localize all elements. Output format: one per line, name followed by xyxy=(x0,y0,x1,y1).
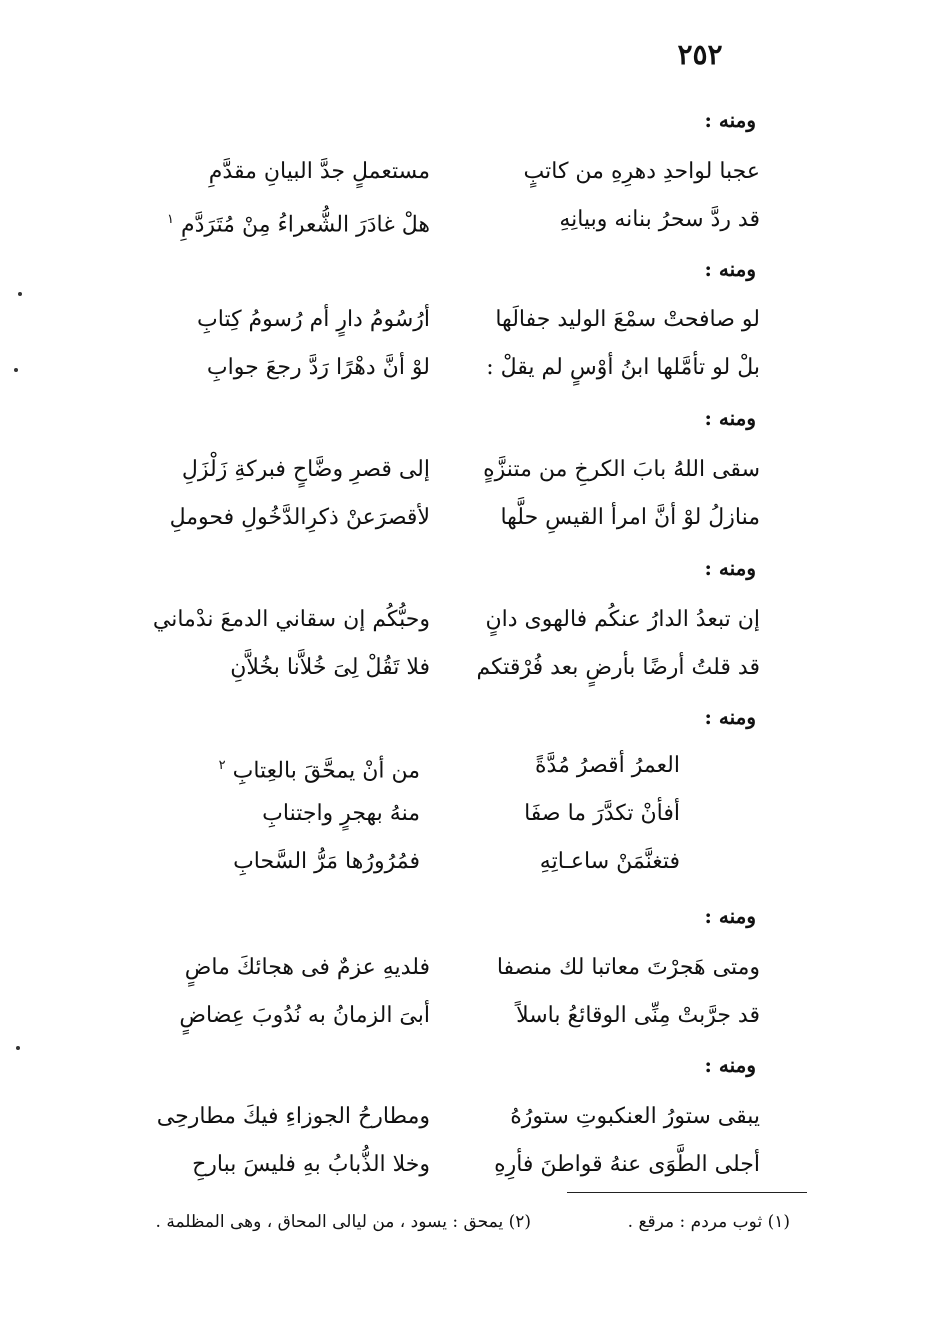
second-hemistich: إلى قصرِ وضَّاحٍ فبركةِ زَلْزَلِ xyxy=(181,457,430,482)
section-heading: ومنه : xyxy=(704,406,756,430)
verse-line xyxy=(210,842,680,890)
second-hemistich xyxy=(130,200,430,245)
verse-line xyxy=(130,498,760,546)
first-hemistich: العمرُ أقصرُ مُدَّةً xyxy=(535,753,680,778)
couplet-group xyxy=(130,1097,760,1193)
first-hemistich: فتغنَّمَنْ ساعـاتِهِ xyxy=(539,849,680,874)
footnote-2: (٢) يمحق : يسود ، من ليالى المحاق ، وهى المظلمة . xyxy=(155,1212,531,1232)
second-hemistich: منهُ بهجرٍ واجتنابِ xyxy=(262,801,420,826)
section-heading: ومنه : xyxy=(704,257,756,281)
second-hemistich: وخلا الذُّبابُ بهِ فليسَ ببارحِ xyxy=(192,1152,430,1177)
verse-line xyxy=(210,746,680,794)
footnote-marker: ١ xyxy=(166,212,174,227)
second-hemistich: أرُسُومُ دارٍ أم رُسومُ كِتابِ xyxy=(197,307,430,332)
hemistich-text: هلْ غادَرَ الشُّعراءُ مِنْ مُتَرَدَّمِ xyxy=(180,212,430,238)
second-hemistich: مستعملٍ جدَّ البيانِ مقدَّمِ xyxy=(208,159,430,184)
section-heading: ومنه : xyxy=(704,1053,756,1077)
second-hemistich: فمُرُورُها مَرُّ السَّحابِ xyxy=(233,849,420,874)
verse-line xyxy=(130,1097,760,1145)
first-hemistich: بلْ لو تأمَّلها ابنُ أوْسٍ لم يقلْ : xyxy=(486,355,760,380)
second-hemistich: لوْ أنَّ دهْرًا رَدَّ رجعَ جوابِ xyxy=(206,355,430,380)
verse-line xyxy=(130,348,760,396)
verse-line xyxy=(130,1145,760,1193)
couplet-group xyxy=(130,450,760,546)
second-hemistich: فلا تَقُلْ لِىَ خُلاَّنا بخُلاَّنِ xyxy=(230,655,430,680)
verse-line xyxy=(130,600,760,648)
first-hemistich: عجبا لواحدِ دهرِهِ من كاتبٍ xyxy=(523,159,760,184)
first-hemistich: منازلُ لوْ أنَّ امرأ القيسِ حلَّها xyxy=(500,505,760,530)
verse-line xyxy=(210,794,680,842)
second-hemistich: فلديهِ عزمٌ فى هجائكَ ماضٍ xyxy=(184,955,430,980)
couplet-group xyxy=(130,152,760,248)
second-hemistich: وحبُّكُم إن سقاني الدمعَ ندْماني xyxy=(152,607,430,632)
second-hemistich: لأقصرَعنْ ذكرِالدَّخُولِ فحوملِ xyxy=(169,505,430,530)
first-hemistich: إن تبعدُ الدارُ عنكُم فالهوى دانٍ xyxy=(485,607,760,632)
first-hemistich: أفأنْ تكدَّرَ ما صفَا xyxy=(524,801,680,826)
page-number: ٢٥٢ xyxy=(677,38,723,71)
verse-line xyxy=(130,300,760,348)
first-hemistich: قد ردَّ سحرُ بنانه وبيانِهِ xyxy=(559,207,760,232)
first-hemistich: ومتى هَجرْتَ معاتبا لك منصفا xyxy=(496,955,760,980)
section-heading: ومنه : xyxy=(704,904,756,928)
first-hemistich: سقى اللهُ بابَ الكرخِ من متنزَّهٍ xyxy=(483,457,760,482)
print-speck xyxy=(18,292,22,296)
verse-line xyxy=(130,450,760,498)
footnote-1: (١) ثوب مردم : مرقع . xyxy=(627,1212,790,1232)
second-hemistich: أبىَ الزمانُ به نُدُوبَ عِضاضٍ xyxy=(179,1003,430,1028)
second-hemistich: ومطارحُ الجوزاءِ فيكَ مطارحِى xyxy=(156,1104,430,1129)
first-hemistich: قد قلتُ أرضًا بأرضٍ بعد فُرْقتكم xyxy=(476,655,760,680)
footnote-divider xyxy=(567,1192,807,1193)
hemistich-text: من أنْ يمحَّقَ بالعِتابِ xyxy=(232,758,420,784)
print-speck xyxy=(16,1046,20,1050)
footnote-marker: ٢ xyxy=(218,758,226,773)
section-heading: ومنه : xyxy=(704,705,756,729)
verse-line xyxy=(130,648,760,696)
first-hemistich: لو صافحتْ سمْعَ الوليد جفالَها xyxy=(495,307,760,332)
verse-line xyxy=(130,152,760,200)
verse-line xyxy=(130,200,760,248)
first-hemistich: أجلى الطَّوَى عنهُ قواطنَ فأرِهِ xyxy=(494,1152,760,1177)
couplet-group xyxy=(130,300,760,396)
verse-line xyxy=(130,948,760,996)
first-hemistich: يبقى ستورُ العنكبوتِ ستورُهُ xyxy=(510,1104,760,1129)
section-heading: ومنه : xyxy=(704,108,756,132)
section-heading: ومنه : xyxy=(704,556,756,580)
couplet-group xyxy=(130,948,760,1044)
second-hemistich xyxy=(210,746,420,791)
stanza xyxy=(210,746,680,890)
first-hemistich: قد جرَّبتْ مِنِّى الوقائعُ باسلاً xyxy=(516,1003,760,1028)
verse-line xyxy=(130,996,760,1044)
couplet-group xyxy=(130,600,760,696)
print-speck xyxy=(14,368,18,372)
